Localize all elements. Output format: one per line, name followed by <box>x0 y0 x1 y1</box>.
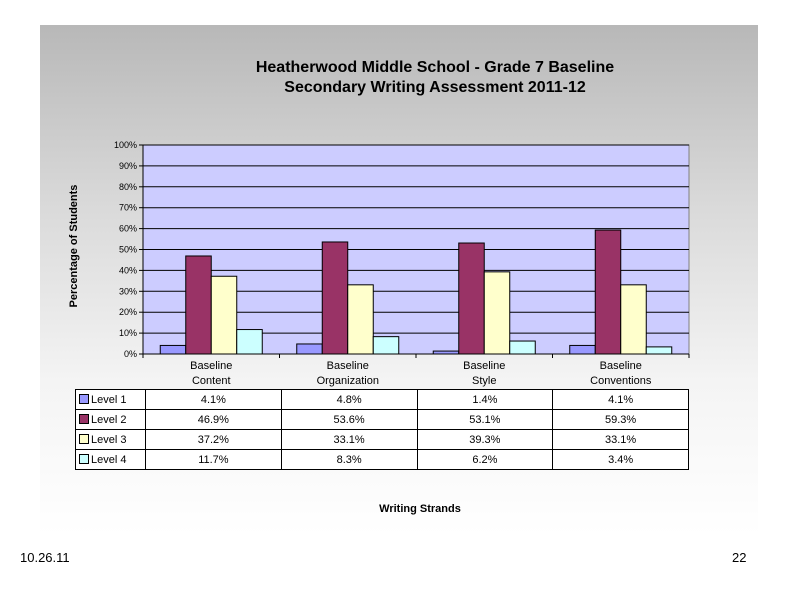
table-row <box>76 410 689 430</box>
category-label-line: Style <box>472 375 497 387</box>
bar-level-2 <box>459 243 485 354</box>
data-label: 8.3% <box>281 450 417 470</box>
y-tick-label: 70% <box>118 202 137 213</box>
chart-title-line-1: Heatherwood Middle School - Grade 7 Baseline <box>255 59 615 76</box>
bar-level-3 <box>348 285 374 354</box>
x-axis-label: Writing Strands <box>379 503 461 515</box>
slide-page-number: 22 <box>732 550 747 565</box>
bar-level-3 <box>484 272 510 354</box>
bar-level-4 <box>510 341 536 354</box>
table-row <box>76 450 689 470</box>
bar-level-1 <box>570 345 596 354</box>
legend-cell <box>76 390 146 410</box>
data-label: 4.8% <box>281 390 417 410</box>
category-label-line: Baseline <box>463 360 506 372</box>
legend-swatch <box>79 394 89 404</box>
y-tick-label: 90% <box>118 160 137 171</box>
data-label: 4.1% <box>553 390 689 410</box>
legend-label: Level 4 <box>91 453 127 466</box>
y-tick-label: 40% <box>118 265 137 276</box>
bar-level-3 <box>621 285 647 354</box>
legend-swatch <box>79 434 89 444</box>
y-tick-label: 50% <box>118 244 137 255</box>
data-label: 4.1% <box>146 390 282 410</box>
y-tick-label: 80% <box>118 181 137 192</box>
category-label <box>317 360 379 387</box>
bar-level-2 <box>322 242 348 354</box>
bar-level-2 <box>186 256 212 354</box>
category-label-line: Baseline <box>326 360 369 372</box>
y-tick-label: 20% <box>118 307 137 318</box>
category-label-line: Baseline <box>190 360 233 372</box>
bar-level-4 <box>646 347 672 354</box>
bar-level-1 <box>160 345 186 354</box>
data-label: 1.4% <box>417 390 553 410</box>
table-row <box>76 430 689 450</box>
y-tick-label: 30% <box>118 286 137 297</box>
legend-swatch <box>79 414 89 424</box>
data-label: 11.7% <box>146 450 282 470</box>
data-label: 37.2% <box>146 430 282 450</box>
legend-label: Level 1 <box>91 393 127 406</box>
data-label: 53.1% <box>417 410 553 430</box>
y-tick-label: 100% <box>113 140 137 150</box>
legend-swatch <box>79 454 89 464</box>
data-label: 3.4% <box>553 450 689 470</box>
bar-level-4 <box>237 330 263 354</box>
data-label: 33.1% <box>553 430 689 450</box>
bar-level-1 <box>433 351 459 354</box>
category-label-line: Conventions <box>590 375 652 387</box>
data-label: 39.3% <box>417 430 553 450</box>
chart-title-line-2: Secondary Writing Assessment 2011-12 <box>284 79 586 96</box>
data-label: 59.3% <box>553 410 689 430</box>
bar-level-3 <box>211 276 237 354</box>
legend-cell <box>76 430 146 450</box>
data-label: 46.9% <box>146 410 282 430</box>
legend-cell <box>76 450 146 470</box>
legend-label: Level 2 <box>91 413 127 426</box>
category-label <box>590 360 652 387</box>
bar-level-2 <box>595 230 621 354</box>
data-label: 53.6% <box>281 410 417 430</box>
data-label: 6.2% <box>417 450 553 470</box>
legend-cell <box>76 410 146 430</box>
bar-level-4 <box>373 337 399 354</box>
data-label: 33.1% <box>281 430 417 450</box>
category-label-line: Baseline <box>599 360 642 372</box>
table-row <box>76 390 689 410</box>
y-axis-label: Percentage of Students <box>68 184 80 308</box>
y-tick-label: 0% <box>123 349 137 359</box>
y-tick-label: 10% <box>118 328 137 339</box>
category-label <box>463 360 505 387</box>
category-label-line: Content <box>191 375 231 387</box>
category-label <box>190 360 232 387</box>
category-label-line: Organization <box>316 375 379 387</box>
data-table <box>75 389 689 470</box>
bar-level-1 <box>297 344 323 354</box>
y-tick-label: 60% <box>118 223 137 234</box>
slide-date: 10.26.11 <box>20 550 70 565</box>
legend-label: Level 3 <box>91 433 127 446</box>
